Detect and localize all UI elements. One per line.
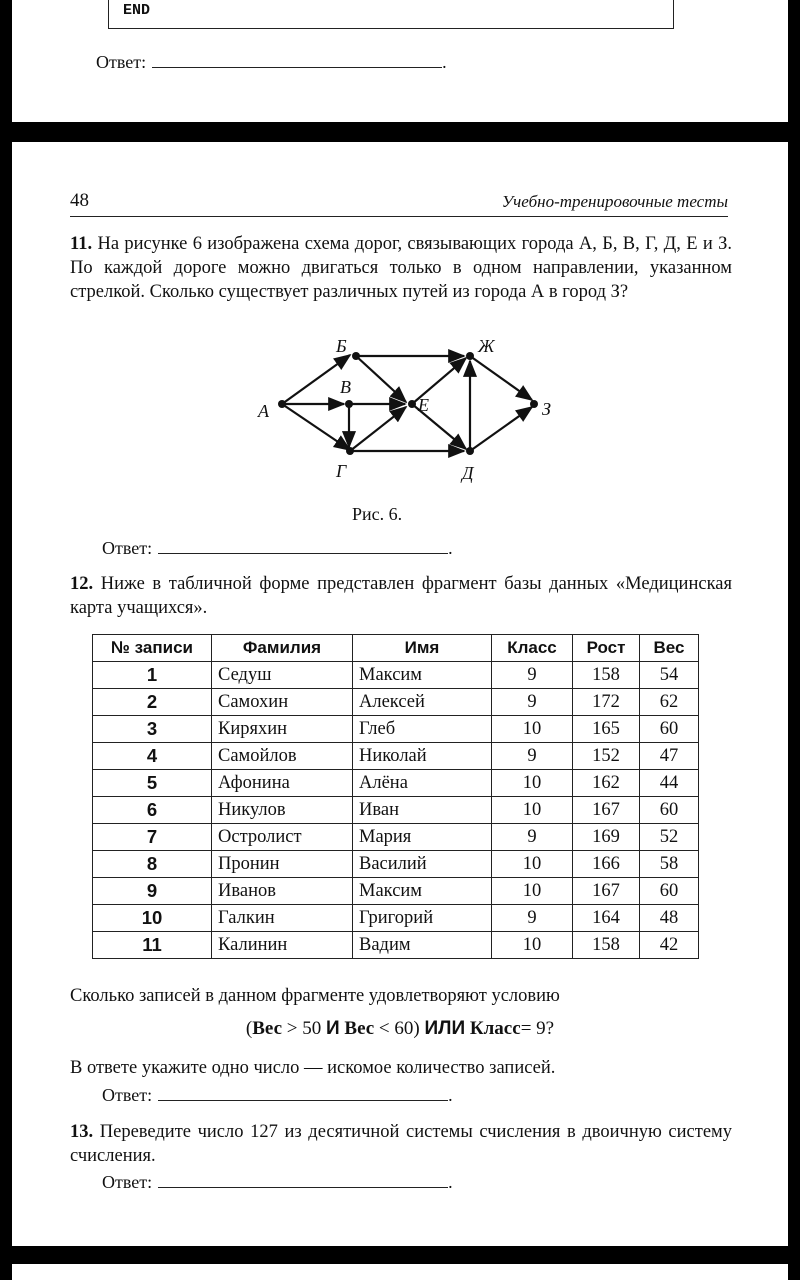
cond-op: = 9? <box>520 1018 555 1039</box>
answer-label: Ответ: <box>96 52 147 72</box>
node-d <box>466 447 474 455</box>
answer-label: Ответ: <box>102 538 153 558</box>
node-a <box>278 400 286 408</box>
running-title: Учебно-тренировочные тесты <box>501 192 728 211</box>
edge-a-g <box>282 404 350 450</box>
cond-open: ( <box>245 1018 253 1039</box>
cell-record-number: 4 <box>93 743 212 770</box>
answer-blank[interactable] <box>158 1086 448 1101</box>
question-13-number: 13. <box>70 1122 94 1142</box>
table-row <box>93 878 699 905</box>
cell-class: 9 <box>492 905 573 932</box>
table-row <box>93 824 699 851</box>
question-12-text: Ниже в табличной форме представлен фрагмент базы данных «Медицинская карта учащихся». <box>70 574 733 618</box>
cell-height: 158 <box>573 662 640 689</box>
cell-surname: Иванов <box>212 878 353 905</box>
code-end-line: END <box>123 2 151 19</box>
answer-row-11 <box>102 538 453 559</box>
question-11-number: 11. <box>70 234 93 254</box>
cell-record-number: 6 <box>93 797 212 824</box>
answer-dot: . <box>448 1172 453 1192</box>
answer-label: Ответ: <box>102 1085 153 1105</box>
cell-weight: 60 <box>640 797 699 824</box>
cell-class: 9 <box>492 662 573 689</box>
cell-height: 152 <box>573 743 640 770</box>
cell-weight: 54 <box>640 662 699 689</box>
cell-height: 165 <box>573 716 640 743</box>
label-a: А <box>258 401 269 421</box>
cell-record-number: 11 <box>93 932 212 959</box>
label-g: Г <box>336 461 347 481</box>
question-12-instruction: В ответе укажите одно число — искомое количество записей. <box>70 1058 556 1078</box>
table-row <box>93 797 699 824</box>
cell-class: 10 <box>492 851 573 878</box>
cell-name: Василий <box>353 851 492 878</box>
question-12-prompt: Сколько записей в данном фрагменте удовлетворяют условию <box>70 986 560 1006</box>
answer-dot: . <box>448 538 453 558</box>
cell-surname: Никулов <box>212 797 353 824</box>
answer-dot: . <box>442 52 447 72</box>
answer-row <box>96 52 447 73</box>
cell-class: 10 <box>492 716 573 743</box>
cell-record-number: 2 <box>93 689 212 716</box>
figure-caption: Рис. 6. <box>352 504 403 524</box>
cell-class: 10 <box>492 932 573 959</box>
table-row <box>93 905 699 932</box>
label-zh: Ж <box>478 336 495 356</box>
cell-surname: Седуш <box>212 662 353 689</box>
cell-surname: Галкин <box>212 905 353 932</box>
question-12 <box>70 572 732 620</box>
cell-record-number: 1 <box>93 662 212 689</box>
cell-record-number: 10 <box>93 905 212 932</box>
cell-name: Мария <box>353 824 492 851</box>
edge-g-e <box>350 407 406 451</box>
cell-record-number: 9 <box>93 878 212 905</box>
label-b: Б <box>336 336 347 356</box>
cell-name: Алёна <box>353 770 492 797</box>
label-e: Е <box>418 395 429 415</box>
cell-height: 166 <box>573 851 640 878</box>
col-header: Рост <box>573 635 640 662</box>
cell-height: 172 <box>573 689 640 716</box>
question-11 <box>70 232 732 304</box>
answer-row-13 <box>102 1172 453 1193</box>
previous-page-fragment <box>12 0 788 122</box>
node-b <box>352 352 360 360</box>
table-row <box>93 932 699 959</box>
node-z <box>530 400 538 408</box>
main-page <box>12 142 788 1246</box>
table-row <box>93 716 699 743</box>
edge-b-e <box>356 356 406 402</box>
cell-surname: Остролист <box>212 824 353 851</box>
label-z: З <box>542 399 551 419</box>
cond-and: И <box>325 1018 340 1039</box>
cell-class: 9 <box>492 743 573 770</box>
cell-weight: 60 <box>640 716 699 743</box>
cell-surname: Афонина <box>212 770 353 797</box>
code-box <box>108 0 674 29</box>
node-e <box>408 400 416 408</box>
cell-weight: 60 <box>640 878 699 905</box>
cell-name: Иван <box>353 797 492 824</box>
cell-name: Вадим <box>353 932 492 959</box>
cell-weight: 58 <box>640 851 699 878</box>
cell-height: 167 <box>573 878 640 905</box>
cond-field-ves: Вес <box>344 1018 375 1039</box>
col-header: Класс <box>492 635 573 662</box>
label-v: В <box>340 377 351 397</box>
cell-name: Алексей <box>353 689 492 716</box>
col-header: Вес <box>640 635 699 662</box>
cond-op: > 50 <box>282 1018 326 1039</box>
cell-surname: Калинин <box>212 932 353 959</box>
question-12-number: 12. <box>70 574 94 594</box>
col-header: Фамилия <box>212 635 353 662</box>
cell-class: 10 <box>492 797 573 824</box>
answer-label: Ответ: <box>102 1172 153 1192</box>
table-row <box>93 743 699 770</box>
condition-expression <box>12 1018 788 1040</box>
table-header-row <box>93 635 699 662</box>
cell-surname: Киряхин <box>212 716 353 743</box>
question-13-text: Переведите число 127 из десятичной системы счисления в двоичную систему счисления. <box>70 1122 733 1166</box>
col-header: Имя <box>353 635 492 662</box>
cell-weight: 52 <box>640 824 699 851</box>
cell-height: 162 <box>573 770 640 797</box>
database-table <box>92 634 699 959</box>
cell-record-number: 3 <box>93 716 212 743</box>
cell-record-number: 7 <box>93 824 212 851</box>
cell-class: 9 <box>492 824 573 851</box>
edge-d-z <box>470 407 532 451</box>
cell-name: Максим <box>353 878 492 905</box>
cell-weight: 44 <box>640 770 699 797</box>
cell-class: 9 <box>492 689 573 716</box>
page-number: 48 <box>70 190 89 211</box>
table-row <box>93 689 699 716</box>
cell-name: Григорий <box>353 905 492 932</box>
cell-name: Глеб <box>353 716 492 743</box>
node-zh <box>466 352 474 360</box>
cell-class: 10 <box>492 770 573 797</box>
running-header <box>70 190 728 217</box>
node-g <box>346 447 354 455</box>
node-v <box>345 400 353 408</box>
cell-height: 169 <box>573 824 640 851</box>
cell-name: Николай <box>353 743 492 770</box>
answer-blank[interactable] <box>152 53 442 68</box>
cell-weight: 42 <box>640 932 699 959</box>
cell-height: 167 <box>573 797 640 824</box>
col-header: № записи <box>93 635 212 662</box>
table-row <box>93 851 699 878</box>
cell-class: 10 <box>492 878 573 905</box>
cell-height: 164 <box>573 905 640 932</box>
cell-name: Максим <box>353 662 492 689</box>
cell-weight: 48 <box>640 905 699 932</box>
question-11-text: На рисунке 6 изображена схема дорог, связывающих города А, Б, В, Г, Д, Е и З. По каждой дороге можно двигаться только в одном направлении, указанном стрелкой. Сколько существует различных путей из города А в город З? <box>70 234 732 302</box>
table-row <box>93 662 699 689</box>
cell-surname: Пронин <box>212 851 353 878</box>
edge-zh-z <box>470 356 532 400</box>
cond-op: < 60) <box>374 1018 425 1039</box>
cond-field-klass: Класс <box>469 1018 521 1039</box>
cell-surname: Самохин <box>212 689 353 716</box>
answer-blank[interactable] <box>158 539 448 554</box>
cell-record-number: 5 <box>93 770 212 797</box>
cell-weight: 47 <box>640 743 699 770</box>
cell-record-number: 8 <box>93 851 212 878</box>
label-d: Д <box>462 463 474 483</box>
road-diagram <box>242 327 562 487</box>
next-page-fragment <box>12 1264 788 1280</box>
question-13 <box>70 1120 732 1168</box>
table-row <box>93 770 699 797</box>
answer-dot: . <box>448 1085 453 1105</box>
cond-field-ves: Вес <box>252 1018 283 1039</box>
road-edges <box>282 355 532 451</box>
cell-weight: 62 <box>640 689 699 716</box>
cell-height: 158 <box>573 932 640 959</box>
answer-row-12 <box>102 1085 453 1106</box>
answer-blank[interactable] <box>158 1173 448 1188</box>
cell-surname: Самойлов <box>212 743 353 770</box>
cond-or: ИЛИ <box>424 1018 466 1039</box>
